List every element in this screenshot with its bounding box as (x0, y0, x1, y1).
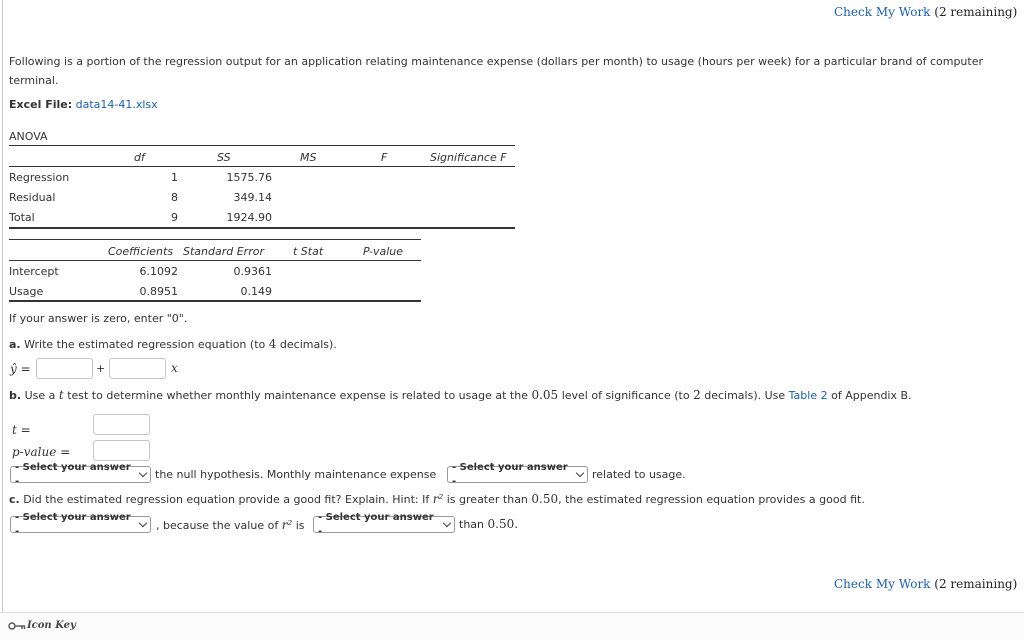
coef-header-tstat: t Stat (293, 245, 324, 258)
part-c-text-2: is greater than (446, 493, 528, 506)
p-value-input[interactable] (93, 440, 150, 461)
select-value: - Select your answer - (15, 512, 131, 537)
row-coef: 0.8951 (139, 285, 178, 298)
anova-top-rule (9, 145, 515, 146)
row-df: 8 (171, 191, 178, 204)
part-b-text-2: test to determine whether monthly maintenance expense is related to usage at the (67, 389, 528, 402)
anova-header-ms: MS (300, 151, 317, 164)
intro-text: Following is a portion of the regression output for an application relating maintenance expense (dollars per month) to usage (hours per week) for a particular brand of computer terminal. (9, 55, 984, 87)
fit-mid-1: , because the value of (156, 519, 279, 532)
fit-r2: r² (281, 518, 293, 532)
comparison-select[interactable] (313, 512, 455, 537)
chevron-down-icon (576, 469, 584, 477)
row-se: 0.149 (240, 285, 272, 298)
zero-note: If your answer is zero, enter "0". (9, 312, 188, 325)
select-value: - Select your answer - (15, 462, 131, 487)
part-a-decimals: 4 (268, 337, 277, 351)
part-b-decimals: 2 (693, 388, 701, 402)
part-b-letter: b. (9, 389, 22, 402)
left-border (2, 0, 3, 640)
excel-file-link[interactable]: data14-41.xlsx (75, 98, 158, 111)
fit-select[interactable] (10, 512, 151, 537)
hypothesis-text: the null hypothesis. Monthly maintenance expense (155, 468, 437, 481)
row-ss: 1924.90 (226, 211, 272, 224)
chevron-down-icon (139, 469, 147, 477)
table-2-link[interactable]: Table 2 (788, 389, 828, 402)
row-df: 1 (171, 171, 178, 184)
plus-sign: + (96, 362, 106, 375)
anova-header-rule (9, 166, 515, 167)
part-c-prompt (9, 492, 865, 506)
anova-header-f: F (381, 151, 388, 164)
row-label: Regression (9, 171, 70, 184)
anova-title: ANOVA (9, 130, 48, 143)
coef-header-pvalue: P-value (363, 245, 404, 258)
row-coef: 6.1092 (139, 265, 178, 278)
part-c-r2: r² (432, 492, 444, 506)
row-label: Residual (9, 191, 56, 204)
chevron-down-icon (139, 519, 147, 527)
coef-header-se: Standard Error (183, 245, 264, 258)
check-my-work-top (834, 5, 1017, 19)
t-label: t = (12, 423, 31, 437)
anova-header-df: df (134, 151, 145, 164)
part-b-alpha: 0.05 (531, 388, 559, 402)
remaining-count: (2 remaining) (934, 5, 1018, 19)
part-b-t: t (58, 388, 64, 402)
excel-label: Excel File: (9, 98, 73, 111)
slope-input[interactable] (109, 358, 166, 379)
row-se: 0.9361 (233, 265, 272, 278)
comparison-end-value: 0.50. (487, 517, 519, 531)
part-a-letter: a. (9, 338, 21, 351)
part-c-text-3: , the estimated regression equation provides a good fit. (558, 493, 865, 506)
part-c-letter: c. (9, 493, 20, 506)
row-ss: 1575.76 (226, 171, 272, 184)
row-ss: 349.14 (233, 191, 272, 204)
relation-end-text: related to usage. (592, 468, 686, 481)
part-c-threshold: 0.50 (531, 492, 559, 506)
check-my-work-link[interactable]: Check My Work (834, 577, 931, 591)
coef-top-rule (9, 239, 421, 240)
key-icon[interactable] (8, 621, 26, 631)
coef-header-rule (9, 260, 421, 261)
footer-bar (0, 612, 1024, 640)
row-label: Intercept (9, 265, 59, 278)
part-a-prompt (9, 337, 337, 351)
p-value-label: p-value = (12, 445, 71, 459)
chevron-down-icon (443, 519, 451, 527)
check-my-work-bottom (834, 577, 1017, 591)
part-b-text-4: decimals). Use (704, 389, 786, 402)
check-my-work-link[interactable]: Check My Work (834, 5, 931, 19)
part-b-text-1: Use a (24, 389, 56, 402)
row-label: Total (9, 211, 35, 224)
icon-key-label[interactable]: Icon Key (27, 620, 76, 631)
part-a-text: Write the estimated regression equation (to (24, 338, 266, 351)
t-stat-input[interactable] (93, 414, 150, 435)
row-label: Usage (9, 285, 44, 298)
x-variable: x (171, 361, 178, 375)
fit-reason-text (156, 518, 305, 532)
select-value: - Select your answer - (452, 462, 568, 487)
select-value: - Select your answer - (318, 512, 434, 537)
anova-header-sigf: Significance F (430, 151, 507, 164)
intercept-input[interactable] (36, 358, 93, 379)
fit-mid-2: is (295, 519, 305, 532)
hypothesis-select[interactable] (10, 462, 151, 487)
anova-header-ss: SS (217, 151, 231, 164)
row-df: 9 (171, 211, 178, 224)
part-c-text-1: Did the estimated regression equation provide a good fit? Explain. Hint: If (23, 493, 430, 506)
excel-file (9, 98, 158, 111)
part-b-text-3: level of significance (to (561, 389, 690, 402)
coef-header-coefficients: Coefficients (108, 245, 174, 258)
part-b-text-5: of Appendix B. (831, 389, 912, 402)
part-a-suffix: decimals). (279, 338, 337, 351)
part-b-prompt (9, 388, 912, 402)
relation-select[interactable] (447, 462, 588, 487)
comparison-end-pre: than (459, 518, 484, 531)
yhat-label: ŷ = (10, 362, 31, 376)
remaining-count: (2 remaining) (934, 577, 1018, 591)
coef-bottom-rule (9, 300, 421, 302)
anova-bottom-rule (9, 227, 515, 229)
comparison-end-text (459, 517, 518, 531)
